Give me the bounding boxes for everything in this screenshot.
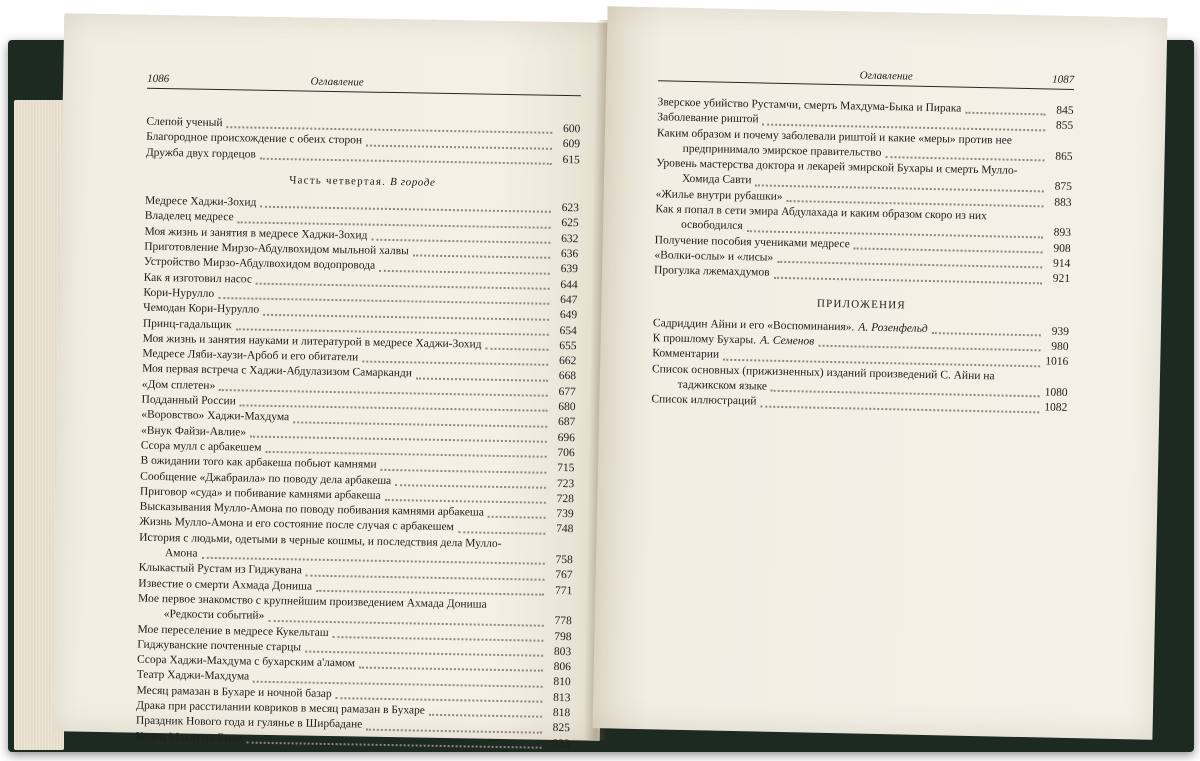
toc-leader (381, 468, 547, 473)
toc-page-number: 625 (561, 217, 579, 230)
toc-page-number: 706 (557, 446, 575, 460)
toc-page-number: 615 (562, 153, 580, 166)
toc-leader (362, 361, 548, 366)
toc-page-number: 728 (556, 492, 575, 506)
toc-page-number: 1016 (1045, 355, 1069, 369)
toc-entry-title: «Волки-ослы» и «лисы» (654, 249, 774, 264)
right-running-head (606, 64, 1166, 87)
toc-page-number: 883 (1054, 196, 1072, 209)
toc-entry-author: А. Семенов (759, 334, 815, 348)
toc-page-number: 748 (556, 523, 574, 536)
toc-entry-title: Праздник Нового года и гулянье в Ширбадане (135, 714, 363, 731)
toc-entry-title: Каким образом и почему заболевали риштой и какие «меры» против нее (656, 126, 1013, 147)
toc-leader (385, 499, 546, 504)
toc-leader (429, 714, 542, 718)
section-prefix: Часть четвертая. (289, 174, 387, 188)
toc-leader (965, 112, 1045, 116)
toc-page-number: 798 (554, 630, 572, 643)
toc-entry-title: Устройство Мирзо-Абдулвохидом водопровода (143, 256, 376, 273)
toc-page-number: 767 (555, 569, 573, 582)
toc-entry-title: Подданный России (141, 393, 236, 408)
toc-entry-title: Зверское убийство Рустамчи, смерть Махдума-Быка и Пирака (657, 96, 962, 115)
toc-page-number: 893 (1053, 226, 1072, 240)
toc-entry-title: Дружба двух гордецов (145, 146, 256, 161)
toc-entry-title: «Жилье внутри рубашки» (655, 188, 783, 203)
toc-entry-title: «Внук Файзи-Авлие» (140, 424, 247, 439)
toc-entry-title: В ожидании того как арбакеша побьют камнями (140, 454, 377, 472)
toc-entry-title: Медресе Ляби-хаузи-Арбоб и его обитатели (142, 347, 359, 364)
toc-entry-title: Конец Махдума-Быка (135, 730, 243, 745)
toc-entry-title: Комментарии (652, 347, 720, 362)
toc-entry-title: Приготовление Мирзо-Абдулвохидом мыльной халвы (144, 240, 409, 258)
section-heading (145, 171, 579, 194)
toc-entry-title: Принц-гадальщик (142, 317, 232, 331)
toc-entry-title: Садриддин Айни и его «Воспоминания». (652, 317, 855, 334)
toc-leader (932, 332, 1041, 336)
toc-page-number: 818 (552, 706, 571, 720)
toc-entry-title: Театр Хаджи-Махдума (136, 669, 250, 683)
toc-entry-title: Кори-Нурулло (143, 286, 215, 300)
toc-page-number: 655 (559, 339, 577, 353)
toc-entry-title: Чемодан Кори-Нурулло (143, 301, 260, 316)
toc-leader (413, 255, 550, 259)
toc-page-number: 654 (559, 324, 577, 337)
toc-entry-title: Моя жизнь и занятия науками и литературой в медресе Хаджи-Зохид (142, 332, 482, 351)
toc-page-number: 813 (553, 691, 571, 704)
toc-entry-title: Прогулка лжемахдумов (653, 264, 770, 279)
toc-page-number: 715 (557, 462, 575, 475)
toc-leader (395, 484, 546, 489)
toc-entry-title: Заболевание риштой (657, 111, 759, 126)
toc-entry-title: Медресе Хаджи-Зохид (144, 194, 257, 209)
toc-page-number: 623 (561, 202, 580, 215)
left-running-head (63, 71, 611, 89)
toc-page-number: 632 (561, 232, 579, 246)
toc-page-number: 980 (1051, 340, 1069, 354)
toc-page-number: 806 (553, 661, 572, 674)
toc-page-number: 649 (559, 309, 578, 322)
left-page (52, 13, 612, 750)
toc-page-number: 810 (553, 676, 571, 689)
toc-page-number: 778 (554, 615, 572, 628)
toc-entry-title: Как я изготовил насос (143, 271, 253, 286)
toc-page-number: 803 (553, 645, 572, 659)
toc-page-number: 647 (560, 293, 578, 307)
toc-entry-title: Владелец медресе (144, 210, 234, 224)
toc-page-number: 668 (558, 370, 577, 383)
appendix-heading: ПРИЛОЖЕНИЯ (816, 297, 907, 312)
toc-entry-title: Сообщение «Джабраила» по поводу дела арбакеша (140, 470, 392, 487)
toc-entry-title: «Воровство» Хаджи-Махдума (141, 409, 290, 424)
left-page-number: 1086 (147, 72, 170, 86)
toc-entry-title-cont: Хомида Савти (681, 173, 752, 187)
toc-leader (760, 405, 1039, 413)
toc-page-number: 687 (557, 416, 576, 429)
toc-entry-title: Благородное происхождение с обеих сторон (146, 131, 363, 147)
toc-page-number: 680 (558, 401, 576, 414)
toc-page-number: 908 (1053, 242, 1071, 255)
toc-page-number: 914 (1052, 257, 1071, 270)
toc-entry-author: А. Розенфельд (858, 321, 928, 335)
toc-page-number: 855 (1055, 119, 1074, 133)
toc-page-number: 644 (560, 278, 578, 291)
toc-entry-title: Приговор «суда» и побивание камнями арбакеша (139, 485, 381, 502)
toc-page-number: 1082 (1044, 401, 1068, 415)
toc-page-number: 758 (555, 553, 573, 567)
toc-entry-title: Уровень мастерства доктора и лекарей эмирской Бухары и смерть Мулло- (656, 157, 1018, 178)
toc-page-number: 739 (556, 508, 574, 521)
toc-entry-title: Ссора Хаджи-Махдума с бухарским а'ламом (136, 653, 356, 670)
toc-page-number: 1080 (1044, 386, 1068, 399)
toc-entry-title: Моя жизнь и занятия в медресе Хаджи-Зохид (144, 225, 368, 242)
toc-entry-title: Как я попал в сети эмира Абдулахада и каким образом скоро из них (655, 203, 987, 223)
toc-entry-title: Месяц рамазан в Бухаре и ночной базар (136, 684, 332, 700)
right-page (593, 6, 1168, 740)
toc-leader (416, 377, 548, 381)
toc-page-number: 771 (554, 584, 573, 597)
toc-page-number: 696 (557, 431, 576, 444)
toc-leader (366, 144, 552, 149)
toc-entry-title-cont: «Редкости событий» (163, 608, 265, 623)
toc-page-number: 639 (560, 263, 579, 276)
toc-entry-title: Мое первое знакомство с крупнейшим произведением Ахмада Дониша (137, 592, 487, 611)
toc-page-number: 723 (556, 477, 575, 490)
toc-entry-title: История с людьми, одетыми в черные кошмы, и последствия дела Мулло- (139, 531, 502, 550)
toc-page-number: 833 (552, 737, 570, 750)
toc-page-number: 875 (1054, 181, 1073, 194)
toc-page-number: 609 (562, 138, 581, 151)
left-header-title: Оглавление (310, 75, 364, 89)
toc-page-number: 921 (1052, 272, 1071, 286)
toc-leader (371, 239, 550, 244)
right-page-number: 1087 (1052, 73, 1075, 87)
toc-leader (366, 728, 542, 733)
toc-entry-title: Список иллюстраций (651, 393, 757, 408)
toc-leader (488, 516, 546, 519)
toc-entry-title: Ссора мулл с арбакешем (140, 439, 262, 454)
toc-page-number: 636 (560, 248, 579, 261)
toc-entry-title-cont: таджикском языке (677, 378, 768, 393)
toc-leader (773, 276, 1041, 284)
toc-page-number: 825 (552, 722, 571, 735)
toc-entry-title: Гиджуванские почтенные старцы (137, 638, 302, 654)
toc-page-number: 939 (1051, 325, 1070, 338)
toc-page-number: 845 (1056, 104, 1074, 117)
toc-entry-title: Клыкастый Рустам из Гиджувана (138, 561, 303, 577)
toc-leader (485, 348, 548, 351)
toc-page-number: 662 (558, 355, 577, 368)
toc-page-number: 865 (1055, 150, 1073, 163)
toc-leader (359, 667, 543, 672)
toc-entry-title: К прошлому Бухары. (652, 332, 757, 347)
toc-leader (379, 269, 550, 274)
right-header-title: Оглавление (859, 69, 913, 83)
toc-entry-title: Жизнь Мулло-Амона и его состояние после случая с арбакешем (139, 516, 454, 534)
toc-leader (260, 158, 552, 165)
toc-entry-title: Драка при расстилании ковриков в месяц рамазан в Бухаре (136, 699, 426, 717)
section-name: В городе (389, 175, 436, 189)
toc-entry-title: Список основных (прижизненных) изданий произведений С. Айни на (651, 362, 995, 383)
toc-entry-title-cont: Амона (164, 547, 198, 560)
toc-entry-title: Мое переселение в медресе Кукельташ (137, 623, 329, 639)
toc-entry-title: Высказывания Мулло-Амона по поводу побивания камнями арбакеша (139, 500, 485, 519)
toc-entry-title: Получение пособия учениками медресе (654, 233, 850, 251)
toc-entry-title-cont: предпринимало эмирское правительство (682, 142, 882, 159)
toc-entry-title: «Дом сплетен» (141, 378, 216, 392)
toc-entry-title: Моя первая встреча с Хаджи-Абдулазизом Самарканди (142, 363, 413, 380)
left-toc (136, 115, 581, 752)
right-toc (651, 95, 1073, 416)
toc-page-number: 677 (558, 385, 576, 399)
toc-entry-title: Слепой ученый (146, 115, 223, 130)
toc-entry-title-cont: освободился (680, 219, 743, 233)
toc-entry-title: Известие о смерти Ахмада Дониша (138, 577, 313, 593)
toc-leader (458, 531, 546, 535)
toc-page-number: 600 (563, 122, 581, 136)
